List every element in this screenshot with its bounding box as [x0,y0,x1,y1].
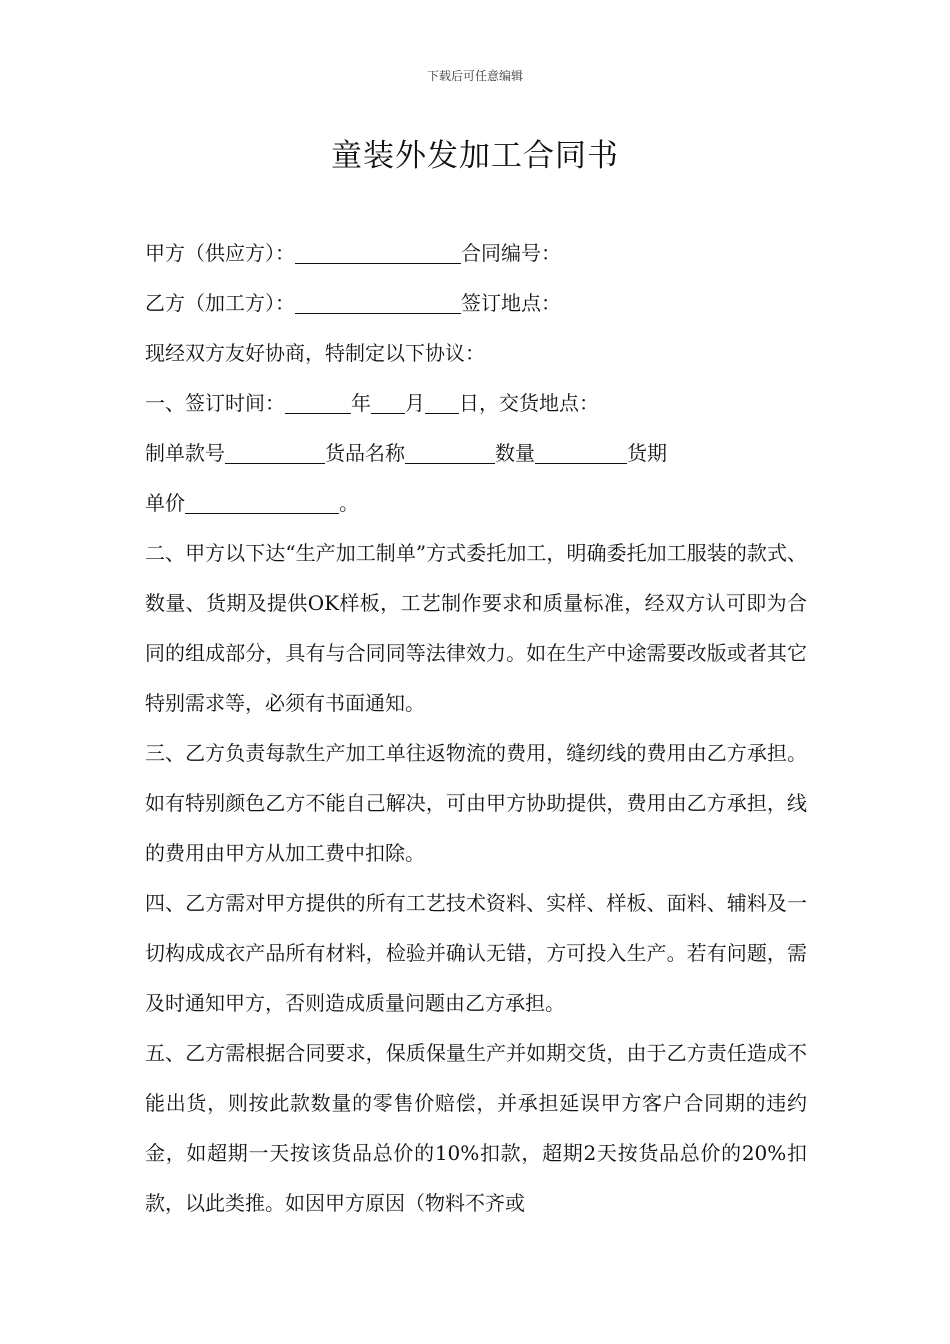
unit-price-blank [185,493,339,514]
month-label: 月 [405,391,425,415]
product-name-blank [405,443,495,464]
party-a-blank [295,243,461,264]
clause-4: 四、乙方需对甲方提供的所有工艺技术资料、实样、样板、面料、辅料及一切构成成衣产品所有材料，检验并确认无错，方可投入生产。若有问题，需及时通知甲方，否则造成质量问题由乙方承担。 [145,891,807,1015]
document-title: 童装外发加工合同书 [331,138,619,174]
day-label: 日，交货地点： [459,391,599,415]
party-a-label: 甲方（供应方）： [145,241,295,265]
party-a-line [145,228,807,278]
unit-price-label: 单价 [145,491,185,515]
sign-place-label: 签订地点： [461,291,561,315]
clause1-label: 一、签订时间： [145,391,285,415]
intro-line: 现经双方友好协商，特制定以下协议： [145,341,485,365]
quantity-label: 数量 [495,441,535,465]
unit-price-line [145,478,807,528]
clause-5: 五、乙方需根据合同要求，保质保量生产并如期交货，由于乙方责任造成不能出货，则按此款数量的零售价赔偿，并承担延误甲方客户合同期的违约金，如超期一天按该货品总价的10%扣款，超期2天按货品总价的20%扣款，以此类推。如因甲方原因（物料不齐或 [145,1041,807,1215]
clause1-line [145,378,807,428]
unit-price-end: 。 [339,491,359,515]
delivery-label: 货期 [627,441,667,465]
day-blank [425,393,459,414]
month-blank [371,393,405,414]
style-no-label: 制单款号 [145,441,225,465]
clause-2: 二、甲方以下达“生产加工制单”方式委托加工，明确委托加工服装的款式、数量、货期及提供OK样板，工艺制作要求和质量标准，经双方认可即为合同的组成部分，具有与合同同等法律效力。如在生产中途需要改版或者其它特别需求等，必须有书面通知。 [145,541,807,715]
clause-3: 三、乙方负责每款生产加工单往返物流的费用，缝纫线的费用由乙方承担。如有特别颜色乙方不能自己解决，可由甲方协助提供，费用由乙方承担，线的费用由甲方从加工费中扣除。 [145,741,807,865]
style-no-blank [225,443,325,464]
year-label: 年 [351,391,371,415]
document-body [145,228,807,1228]
contract-no-label: 合同编号： [461,241,561,265]
product-name-label: 货品名称 [325,441,405,465]
party-b-blank [295,293,461,314]
quantity-blank [535,443,627,464]
year-blank [285,393,351,414]
party-b-line [145,278,807,328]
party-b-label: 乙方（加工方）： [145,291,295,315]
order-line [145,428,807,478]
header-note: 下载后可任意编辑 [426,69,523,83]
